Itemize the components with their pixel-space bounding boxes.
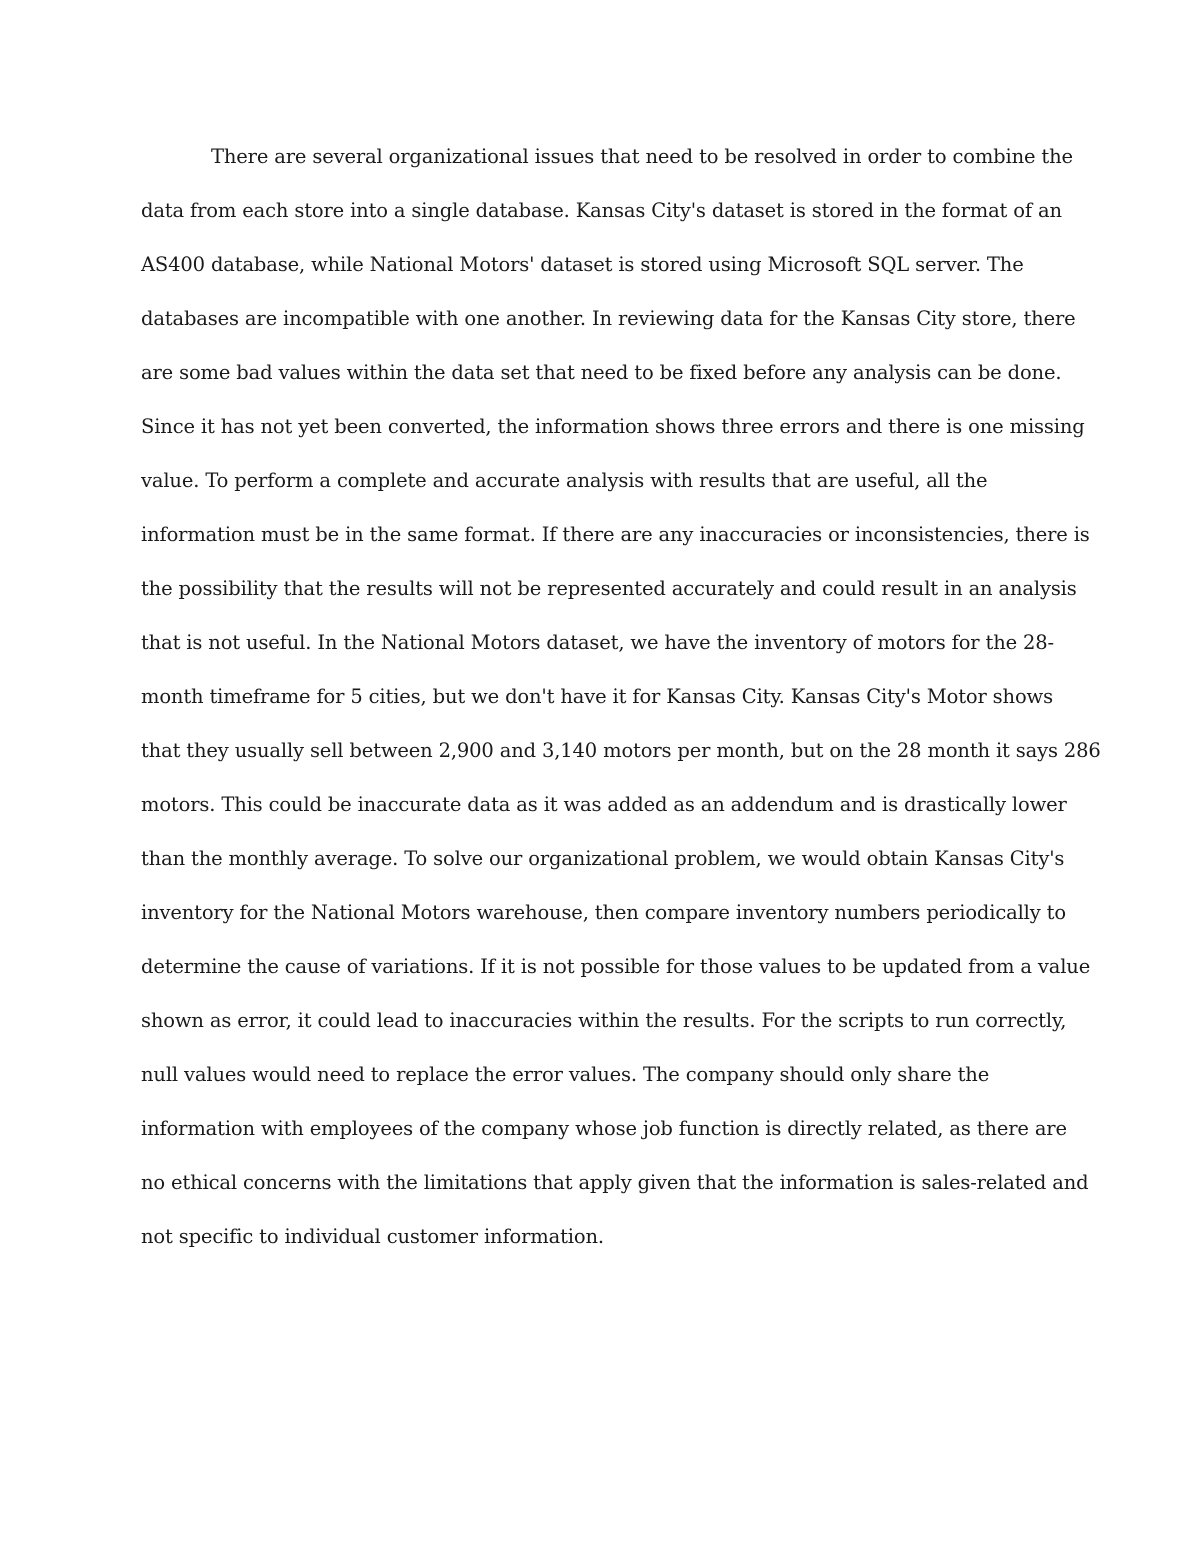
- paragraph-line: determine the cause of variations. If it is not possible for those values to be updated from a value: [141, 955, 1091, 978]
- paragraph-line: shown as error, it could lead to inaccuracies within the results. For the scripts to run correctly,: [141, 1009, 1067, 1032]
- paragraph-line: value. To perform a complete and accurate analysis with results that are useful, all the: [141, 469, 988, 492]
- paragraph-line: data from each store into a single database. Kansas City's dataset is stored in the format of an: [141, 199, 1062, 222]
- paragraph-line: not specific to individual customer information.: [141, 1225, 604, 1248]
- paragraph-line: information with employees of the company whose job function is directly related, as there are: [141, 1117, 1067, 1140]
- paragraph-line: Since it has not yet been converted, the information shows three errors and there is one missing: [141, 415, 1085, 438]
- paragraph-line: null values would need to replace the error values. The company should only share the: [141, 1063, 990, 1086]
- paragraph-line: no ethical concerns with the limitations that apply given that the information is sales-related and: [141, 1171, 1089, 1194]
- body-paragraph: [141, 138, 1101, 1272]
- paragraph-line: are some bad values within the data set that need to be fixed before any analysis can be done.: [141, 361, 1062, 384]
- paragraph-line: inventory for the National Motors warehouse, then compare inventory numbers periodically to: [141, 901, 1066, 924]
- paragraph-line: AS400 database, while National Motors' dataset is stored using Microsoft SQL server. The: [141, 253, 1024, 276]
- paragraph-line: than the monthly average. To solve our organizational problem, we would obtain Kansas City's: [141, 847, 1065, 870]
- paragraph-line: the possibility that the results will not be represented accurately and could result in an analysis: [141, 577, 1077, 600]
- paragraph-line: that is not useful. In the National Motors dataset, we have the inventory of motors for the 28-: [141, 631, 1055, 654]
- paragraph-line: month timeframe for 5 cities, but we don't have it for Kansas City. Kansas City's Motor shows: [141, 685, 1053, 708]
- paragraph-line: that they usually sell between 2,900 and 3,140 motors per month, but on the 28 month it says 286: [141, 739, 1101, 762]
- paragraph-line: databases are incompatible with one another. In reviewing data for the Kansas City store, there: [141, 307, 1076, 330]
- paragraph-line: information must be in the same format. If there are any inaccuracies or inconsistencies, there is: [141, 523, 1090, 546]
- paragraph-line: motors. This could be inaccurate data as it was added as an addendum and is drastically lower: [141, 793, 1067, 816]
- paragraph-line: There are several organizational issues that need to be resolved in order to combine the: [211, 145, 1073, 168]
